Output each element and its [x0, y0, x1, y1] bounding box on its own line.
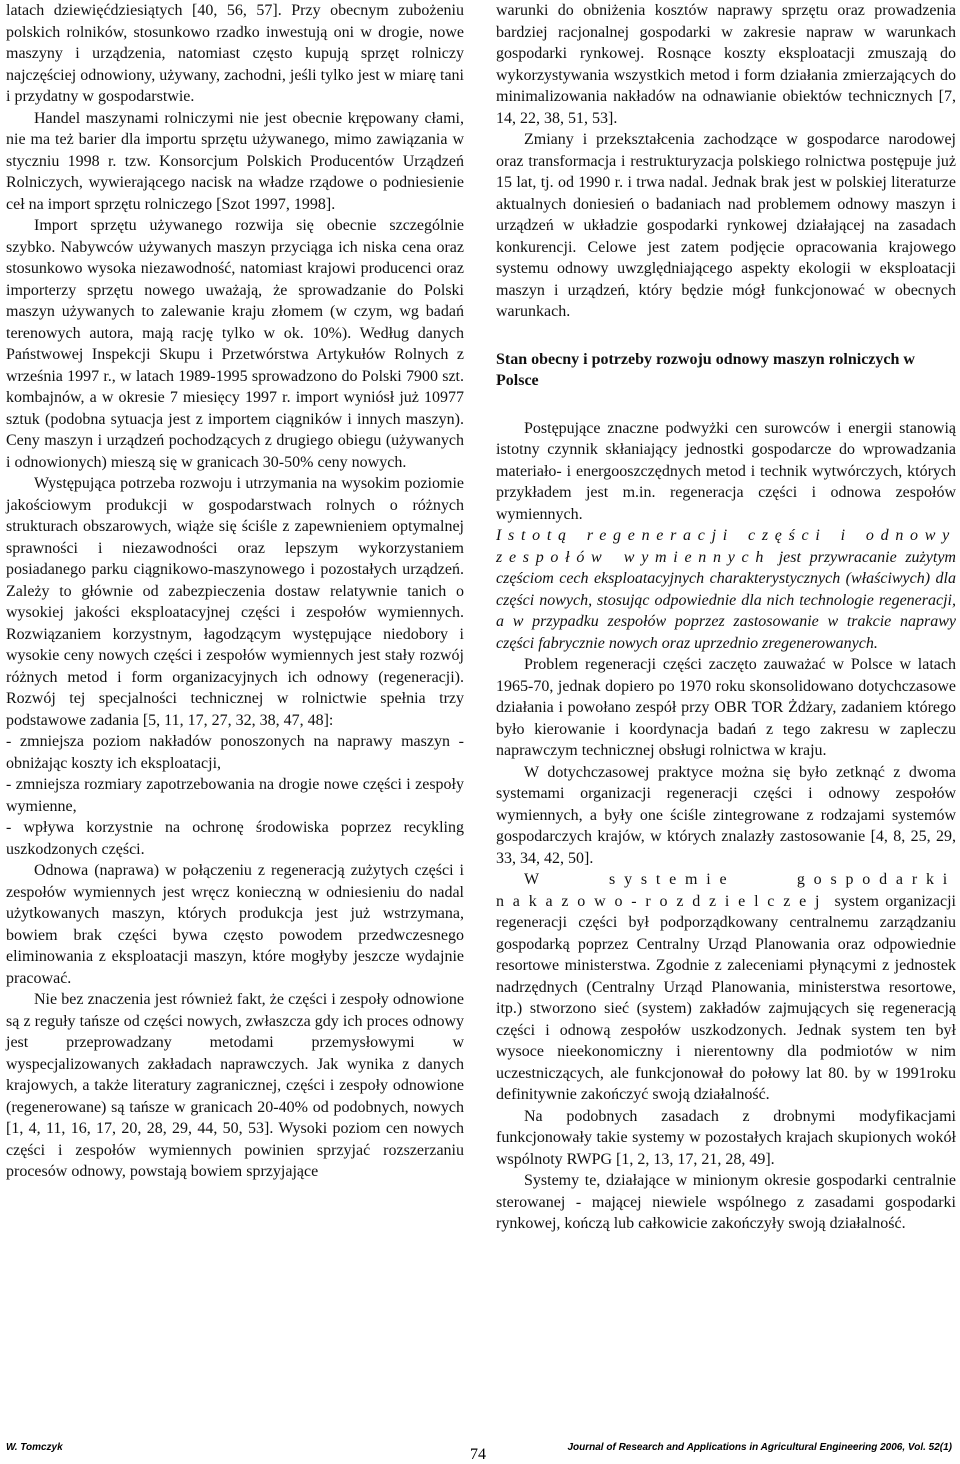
right-column [496, 0, 956, 1235]
page-number: 74 [470, 1446, 486, 1463]
emphasis-text: jest przywracanie zużytym częściom cech eksploatacyjnych charakterystycznych (właściwych) dla części nowych, stosując odpowiednie dla nich technologie regeneracji, a w przypadku zespołów poprzez zastosowanie w trakcie naprawy części fabrycznie nowych oraz uprzednio zregenerowanych. [496, 548, 956, 652]
footer-author: W. Tomczyk [6, 1442, 63, 1453]
paragraph: latach dziewięćdziesiątych [40, 56, 57]. Przy obecnym zubożeniu polskich rolników, stosunkowo rzadko inwestują oni w drogie, nowe maszyny i urządzenia, natomiast często kupują sprzęt rolniczy najczęściej odnowiony, używany, zachodni, jeśli tylko jest w miarę tani i przydatny w gospodarstwie. [6, 2, 464, 105]
paragraph: Handel maszynami rolniczymi nie jest obecnie krępowany cłami, nie ma też barier dla importu sprzętu używanego, mimo zawiązania w styczniu 1998 r. tzw. Konsorcjum Polskich Producentów Urządzeń Rolniczych, wywierającego nacisk na władze rządowe o podniesienie ceł na import sprzętu rolniczego [Szot 1997, 1998]. [6, 109, 464, 213]
paragraph: Problem regeneracji części zaczęto zauważać w Polsce w latach 1965-70, jednak dopiero po 1970 roku skonsolidowano dotychczasowe działania i powołano zespół przy OBR TOR Żdżary, zadaniem którego było kierowanie i koordynacja badań z tego zakresu w zapleczu naprawczym technicznej obsługi rolnictwa w kraju. [496, 656, 956, 759]
section-heading: Stan obecny i potrzeby rozwoju odnowy maszyn rolniczych w Polsce [496, 350, 915, 389]
paragraph: Zmiany i przekształcenia zachodzące w gospodarce narodowej oraz transformacja i restrukturyzacja polskiego rolnictwa postępuje już 15 lat, tj. od 1990 r. i trwa nadal. Jednak brak jest w polskiej literaturze aktualnych doniesień o badaniach nad problemem odnowy maszyn i urządzeń w układzie gospodarki rynkowej działającej na zasadach konkurencji. Celowe jest zatem podjęcie opracowania krajowego systemu odnowy uwzględniającego aspekty ekologii w eksploatacji maszyn i urządzeń, który będzie mógł funkcjonować w obecnych warunkach. [496, 131, 956, 320]
list-item: - zmniejsza rozmiary zapotrzebowania na drogie nowe części i zespoły wymienne, [6, 776, 464, 815]
page-footer [0, 1420, 960, 1462]
spaced-emphasis: Istotą regeneracji części i odnowy zespołów wymiennych [496, 527, 956, 566]
paragraph: W dotychczasowej praktyce można się było zetknąć z dwoma systemami organizacji regeneracji części i odnowy zespołów wymiennych, a były one ściśle zintegrowane z rodzajami systemów gospodarczych krajów, w których znalazły zastosowanie [4, 8, 25, 29, 33, 34, 42, 50]. [496, 763, 956, 867]
paragraph: warunki do obniżenia kosztów naprawy sprzętu oraz prowadzenia bardziej racjonalnej gospodarki w zakresie napraw w warunkach gospodarki rynkowej. Rosnące koszty eksploatacji zmuszają do wykorzystywania wszystkich metod i form działania zmierzających do minimalizowania nakładów na odnawianie obiektów technicznych [7, 14, 22, 38, 51, 53]. [496, 2, 956, 127]
paragraph [496, 869, 956, 1106]
paragraph: Systemy te, działające w minionym okresie gospodarki centralnie sterowanej - mającej niewiele wspólnego z zasadami gospodarki rynkowej, kończą lub całkowicie zakończyły swoją działalność. [496, 1172, 956, 1232]
footer-journal: Journal of Research and Applications in Agricultural Engineering 2006, Vol. 52(1) [567, 1442, 952, 1453]
paragraph: Import sprzętu używanego rozwija się obecnie szczególnie szybko. Nabywców używanych maszyn przyciąga ich niska cena oraz stosunkowo wysoka niezawodność, natomiast krajowi producenci oraz importerzy sprzętu nowego uważają, że sprowadzanie do Polski maszyn używanych to zalewanie kraju złomem (w czym, wg badań terenowych autora, mają rację tylko w ok. 10%). Według danych Państwowej Inspekcji Skupu i Przetwórstwa Artykułów Rolnych z września 1997 r., w latach 1989-1995 sprowadzono do Polski 7900 szt. kombajnów, a w okresie 7 miesięcy 1997 r. import wyniósł już 10977 sztuk (podobna sytuacja jest z importem ciągników i innych maszyn). Ceny maszyn i urządzeń pochodzących z drugiego obiegu (używanych i odnowionych) mieszą się w granicach 30-50% ceny nowych. [6, 217, 464, 471]
list-item: - zmniejsza poziom nakładów ponoszonych na naprawy maszyn - obniżając koszty ich eksploatacji, [6, 733, 464, 772]
paragraph: Odnowa (naprawa) w połączeniu z regeneracją zużytych części i zespołów wymiennych jest wręcz konieczną w odniesieniu do nadal użytkowanych maszyn, których produkcja jest już wstrzymana, bowiem brak części bywa często powodem przedwczesnego eliminowania z eksploatacji maszyn, które mogłyby jeszcze wydajnie pracować. [6, 862, 464, 987]
spaced-emphasis: W systemie gospodarki nakazowo-rozdzielczej [496, 871, 956, 910]
paragraph-text: system organizacji regeneracji części był podporządkowany centralnemu zarządzaniu gospodarką poprzez Centralny Urząd Planowania oraz odpowiednie resortowe ministerstwa. Zgodnie z zaleceniami płynącymi z jednostek nadrzędnych (Centralny Urząd Planowania, ministerstwa resortowe, itp.) stworzono sieć (system) zakładów zajmujących się regeneracją części i odnową zespołów uszkodzonych. Jednak system ten był wysoce nieekonomiczny i nierentowny dla podmiotów w nim uczestniczących, ale funkcjonował do połowy lat 80. by w 1991roku definitywnie zakończyć swoją działalność. [496, 892, 956, 1103]
list-item: - wpływa korzystnie na ochronę środowiska poprzez recykling uszkodzonych części. [6, 819, 464, 858]
paragraph: Postępujące znaczne podwyżki cen surowców i energii stanowią istotny czynnik skłaniający jednostki gospodarcze do wprowadzania materiało- i energooszczędnych metod i technik wytwórczych, których przykładem jest m.in. regeneracja części i odnowa zespołów wymiennych. [496, 419, 956, 523]
paragraph-emphasis [496, 525, 956, 654]
paragraph: Na podobnych zasadach z drobnymi modyfikacjami funkcjonowały takie systemy w pozostałych krajach skupionych wokół wspólnoty RWPG [1, 2, 13, 17, 21, 28, 49]. [496, 1107, 956, 1168]
paragraph: Nie bez znaczenia jest również fakt, że części i zespoły odnowione są z reguły tańsze od części nowych, zwłaszcza gdy ich proces odnowy jest przeprowadzany metodami przemysłowymi w wyspecjalizowanych zakładach naprawczych. Jak wynika z danych krajowych, a także literatury zagranicznej, części i zespoły odnowione (regenerowane) są tańsze w granicach 20-40% od podobnych, nowych [1, 4, 11, 16, 17, 20, 28, 29, 44, 50, 53]. Wysoki poziom cen nowych części i zespołów wymiennych powinien sprzyjać rozszerzaniu procesów odnowy, powstają bowiem sprzyjające [6, 991, 464, 1180]
paragraph: Występująca potrzeba rozwoju i utrzymania na wysokim poziomie jakościowym produkcji w gospodarstwach rolnych o różnych strukturach obszarowych, wiąże się ściśle z zapewnieniem optymalnej sprawności i niezawodności oraz lepszym wykorzystaniem posiadanego parku ciągnikowo-maszynowego i pozostałych urządzeń. Zależy to głównie od zabezpieczenia dostaw relatywnie tanich o wysokiej jakości eksploatacyjnej części i zespołów wymiennych. Rozwiązaniem korzystnym, łagodzącym występujące niedobory i wysokie ceny nowych części i zespołów wymiennych jest stały rozwój różnych metod i form organizacyjnych ich odnowy (regeneracji). Rozwój tej specjalności technicznej w rolnictwie spełnia trzy podstawowe zadania [5, 11, 17, 27, 32, 38, 47, 48]: [6, 475, 464, 729]
left-column [6, 0, 464, 1183]
